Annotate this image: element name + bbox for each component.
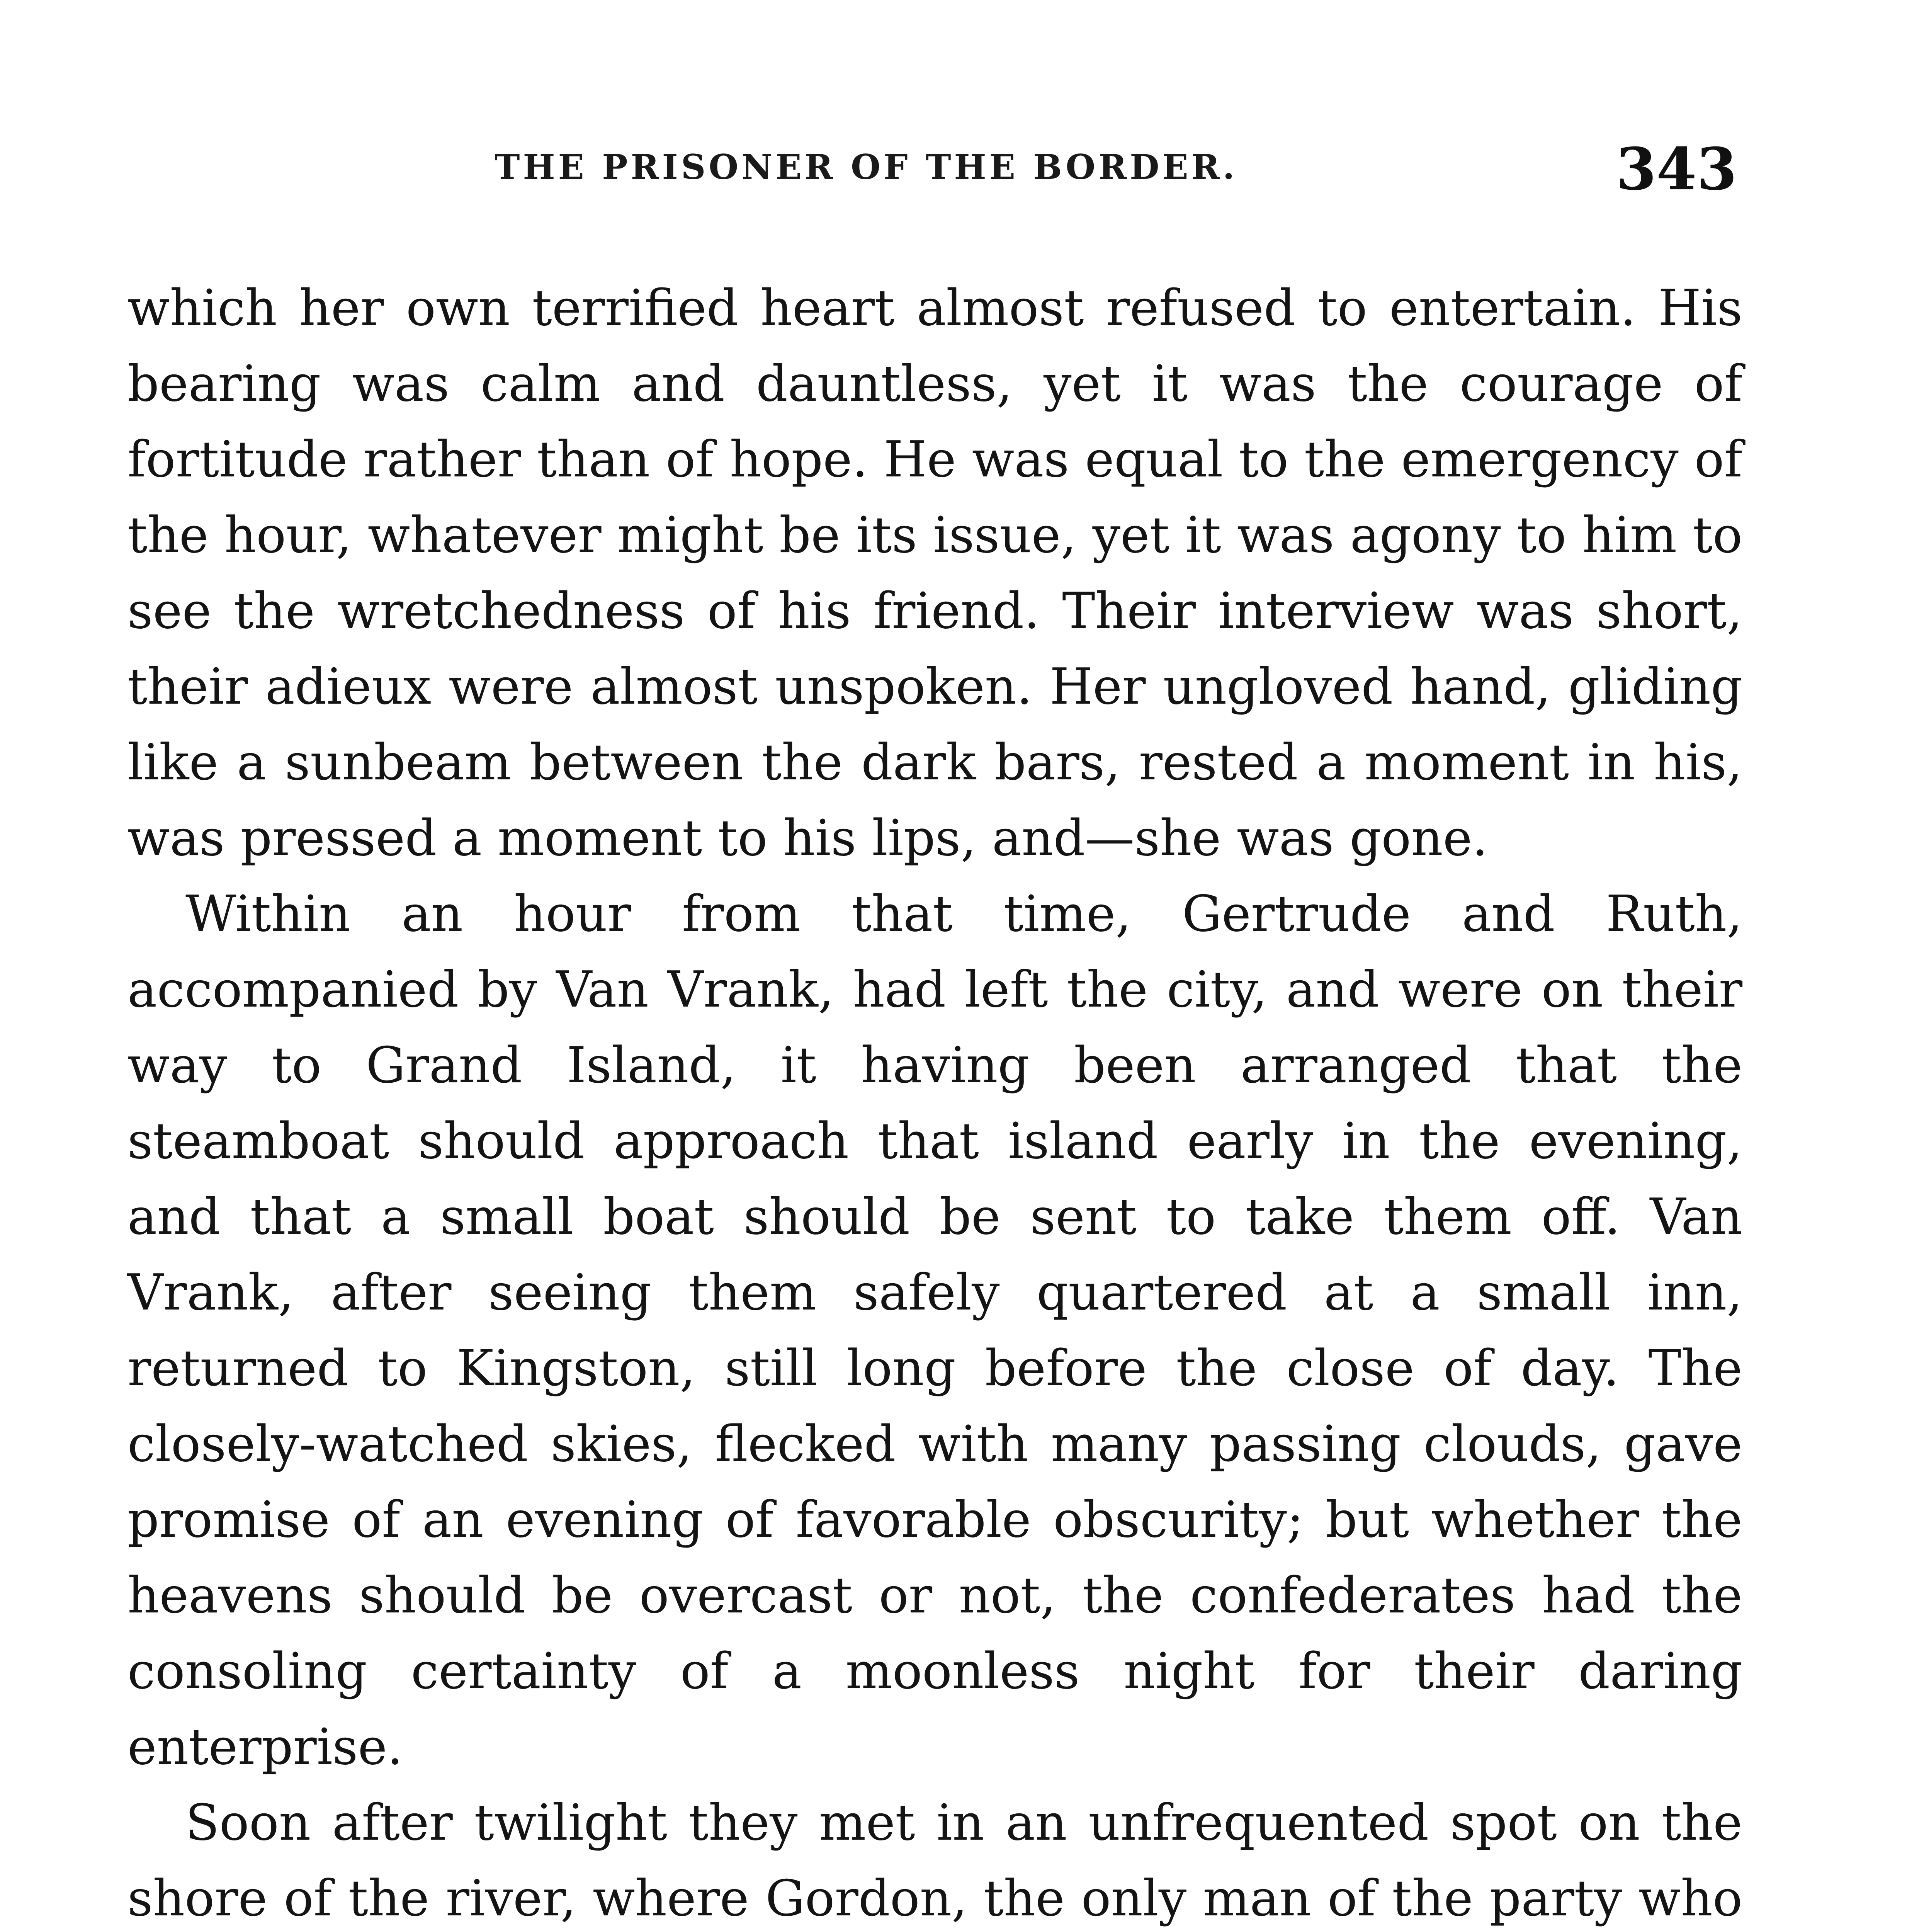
page-number: 343 bbox=[1616, 135, 1737, 203]
paragraph-2: Within an hour from that time, Gertrude and Ruth, accompanied by Van Vrank, had left the city, and were on their way to Grand Island, it having been arranged that the steamboat should approach that island early in the evening, and that a small boat should be sent to take them off. Van Vrank, after seeing them safely quartered at a small inn, returned to Kingston, still long before the close of day. The closely-watched skies, flecked with many passing clouds, gave promise of an evening of favorable obscurity; but whether the heavens should be overcast or not, the confederates had the consoling certainty of a moonless night for their daring enterprise. bbox=[127, 885, 1742, 1776]
running-title: THE PRISONER OF THE BORDER. bbox=[495, 147, 1238, 187]
paragraph-1: which her own terrified heart almost refused to entertain. His bearing was calm and dauntless, yet it was the courage of fortitude rather than of hope. He was equal to the emergency of the hour, whatever might be its issue, yet it was agony to him to see the wretchedness of his friend. Their interview was short, their adieux were almost unspoken. Her ungloved hand, gliding like a sunbeam between the dark bars, rested a moment in his, was pressed a moment to his lips, and—she was gone. bbox=[127, 279, 1742, 867]
paragraph-3: Soon after twilight they met in an unfrequented spot on the shore of the river, where Gordon, the only man of the party who bbox=[127, 1794, 1742, 1927]
body-text bbox=[127, 270, 1742, 1932]
